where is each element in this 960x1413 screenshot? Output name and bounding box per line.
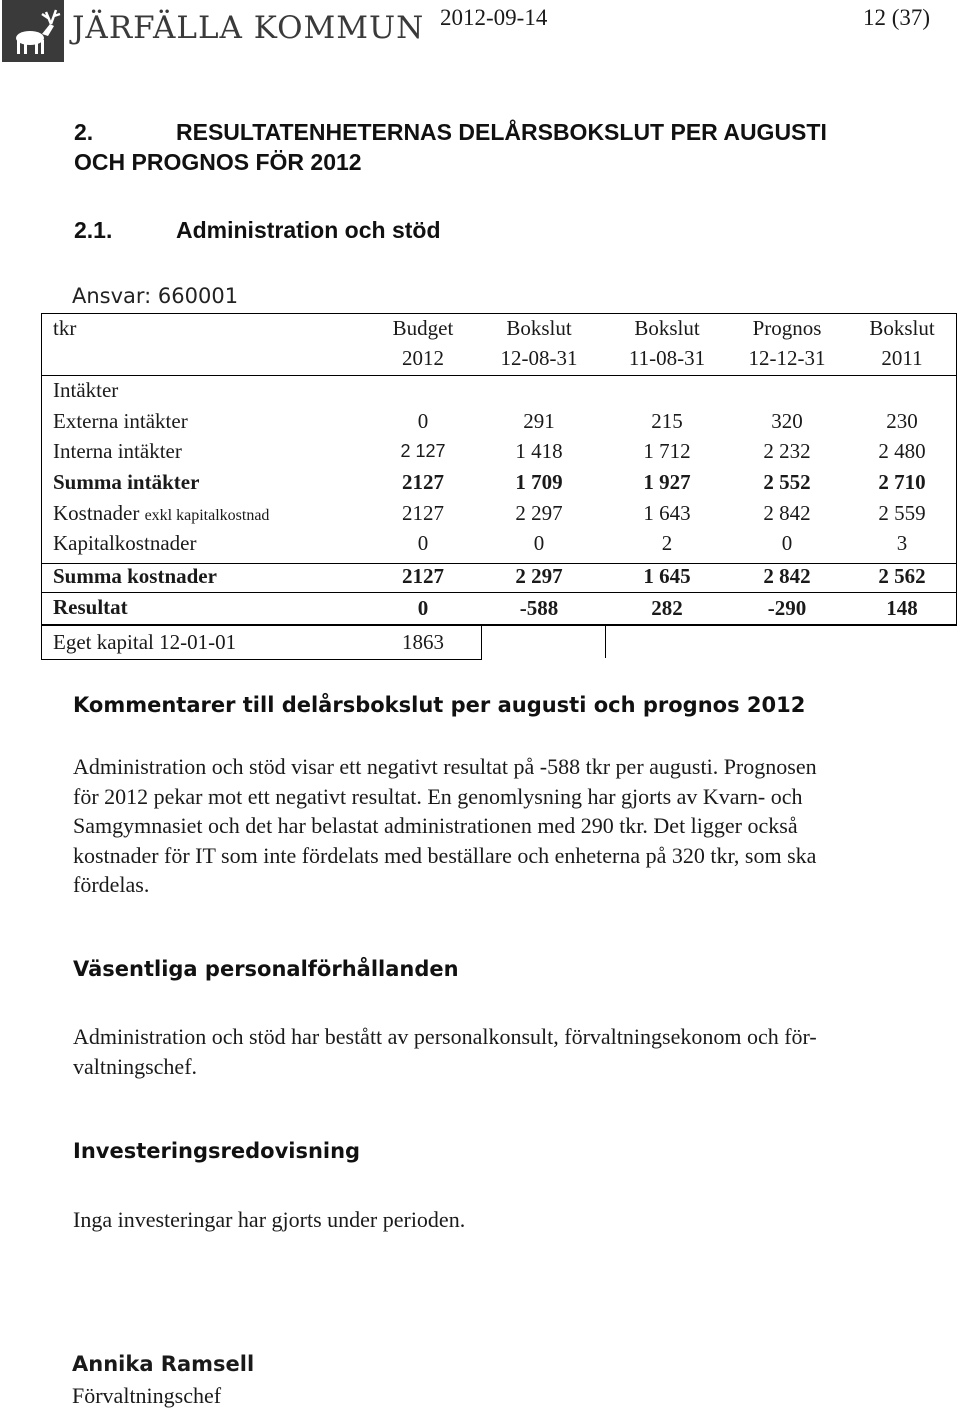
- table-cell: 2 480: [878, 439, 926, 463]
- column-header: 12-12-31: [748, 346, 826, 370]
- signature-name: Annika Ramsell: [72, 1352, 255, 1376]
- table-cell: 2: [661, 531, 673, 555]
- column-header: 2011: [881, 346, 923, 370]
- municipality-logo: [2, 0, 64, 62]
- table-cell: 148: [886, 596, 918, 620]
- table-cell: 230: [886, 409, 918, 433]
- ansvar-code: Ansvar: 660001: [72, 284, 239, 308]
- table-cell: 2 562: [878, 564, 926, 588]
- row-group-label: Intäkter: [53, 378, 119, 402]
- table-cell: 2127: [402, 501, 444, 525]
- row-label: Resultat: [53, 595, 128, 619]
- column-header: Budget: [392, 316, 454, 340]
- table-cell: 2 297: [515, 564, 563, 588]
- table-cell: 1 645: [643, 564, 691, 588]
- row-label: Interna intäkter: [53, 439, 182, 463]
- column-header: 2012: [402, 346, 444, 370]
- table-cell: 0: [781, 531, 793, 555]
- equity-box-rule: [41, 659, 482, 660]
- table-cell: 0: [417, 531, 429, 555]
- equity-box-rule: [41, 624, 42, 660]
- investment-text: Inga investeringar har gjorts under perioden.: [73, 1207, 466, 1232]
- subsection-number: 2.1.: [74, 217, 113, 243]
- table-cell: 282: [651, 596, 683, 620]
- paragraph-line: Samgymnasiet och det har belastat administrationen med 290 tkr. Det ligger också: [73, 813, 798, 838]
- row-label: [53, 500, 269, 529]
- table-cell: 2127: [402, 564, 444, 588]
- table-rule: [41, 592, 957, 593]
- table-cell: 0: [417, 409, 429, 433]
- table-cell: 3: [896, 531, 908, 555]
- equity-label: Eget kapital 12-01-01: [53, 630, 237, 654]
- table-cell: 2 127: [400, 441, 446, 461]
- table-cell: 1 418: [515, 439, 563, 463]
- section-number: 2.: [74, 119, 94, 145]
- paragraph-line: valtningschef.: [73, 1053, 198, 1079]
- signature-title: Förvaltningschef: [72, 1383, 222, 1408]
- page-number: 12 (37): [863, 5, 931, 30]
- table-cell: 2 232: [763, 439, 811, 463]
- row-label-note: exkl kapitalkostnad: [144, 507, 270, 524]
- column-header: 11-08-31: [628, 346, 706, 370]
- row-label: Kapitalkostnader: [53, 531, 197, 555]
- row-label: Externa intäkter: [53, 409, 188, 433]
- column-header: 12-08-31: [500, 346, 578, 370]
- unit-label: tkr: [53, 316, 77, 340]
- section-title-line2: OCH PROGNOS FÖR 2012: [74, 149, 362, 175]
- row-label-main: Kostnader: [53, 501, 140, 525]
- equity-box-rule: [481, 624, 482, 660]
- section-title-line1: RESULTATENHETERNAS DELÅRSBOKSLUT PER AUGUSTI: [176, 119, 827, 145]
- column-header: Bokslut: [506, 316, 572, 340]
- table-cell: 2 842: [763, 564, 811, 588]
- column-header: Bokslut: [634, 316, 700, 340]
- table-cell: 2 842: [763, 501, 811, 525]
- table-cell: -290: [767, 596, 807, 620]
- table-cell: -588: [519, 596, 559, 620]
- paragraph-line: fördelas.: [73, 872, 150, 897]
- paragraph-line: kostnader för IT som inte fördelats med beställare och enheterna på 320 tkr, som ska: [73, 842, 817, 868]
- paragraph-line: Administration och stöd visar ett negativt resultat på -588 tkr per augusti. Prognosen: [73, 754, 817, 779]
- row-label: Summa intäkter: [53, 470, 200, 494]
- table-rule: [41, 624, 957, 626]
- table-cell: 2 552: [763, 470, 811, 494]
- investment-heading: Investeringsredovisning: [73, 1139, 361, 1163]
- personal-heading: Väsentliga personalförhållanden: [73, 957, 459, 981]
- table-cell: 0: [533, 531, 545, 555]
- table-cell: 2 297: [515, 501, 563, 525]
- org-name: JÄRFÄLLA KOMMUN: [72, 10, 425, 46]
- comment-paragraph: [73, 752, 953, 900]
- equity-box-rule: [605, 624, 606, 658]
- comment-heading: Kommentarer till delårsbokslut per augusti och prognos 2012: [73, 693, 806, 717]
- table-cell: 320: [771, 409, 803, 433]
- table-cell: 0: [417, 596, 429, 620]
- subsection-title: Administration och stöd: [176, 217, 441, 243]
- table-header-rule: [41, 375, 957, 376]
- table-cell: 1 927: [643, 470, 691, 494]
- table-cell: 2127: [402, 470, 444, 494]
- table-cell: 1 643: [643, 501, 691, 525]
- table-cell: 2 710: [878, 470, 926, 494]
- column-header: Prognos: [752, 316, 822, 340]
- paragraph-line: Administration och stöd har bestått av personalkonsult, förvaltningsekonom och för-: [73, 1024, 817, 1049]
- table-cell: 1 709: [515, 470, 563, 494]
- column-header: Bokslut: [869, 316, 935, 340]
- personal-paragraph: [73, 1022, 953, 1081]
- table-cell: 1 712: [643, 439, 691, 463]
- equity-value: 1863: [402, 630, 444, 654]
- table-cell: 2 559: [878, 501, 926, 525]
- document-date: 2012-09-14: [440, 5, 548, 30]
- table-cell: 215: [651, 409, 683, 433]
- table-cell: 291: [523, 409, 555, 433]
- paragraph-line: för 2012 pekar mot ett negativt resultat. En genomlysning har gjorts av Kvarn- och: [73, 783, 803, 809]
- row-label: Summa kostnader: [53, 564, 217, 588]
